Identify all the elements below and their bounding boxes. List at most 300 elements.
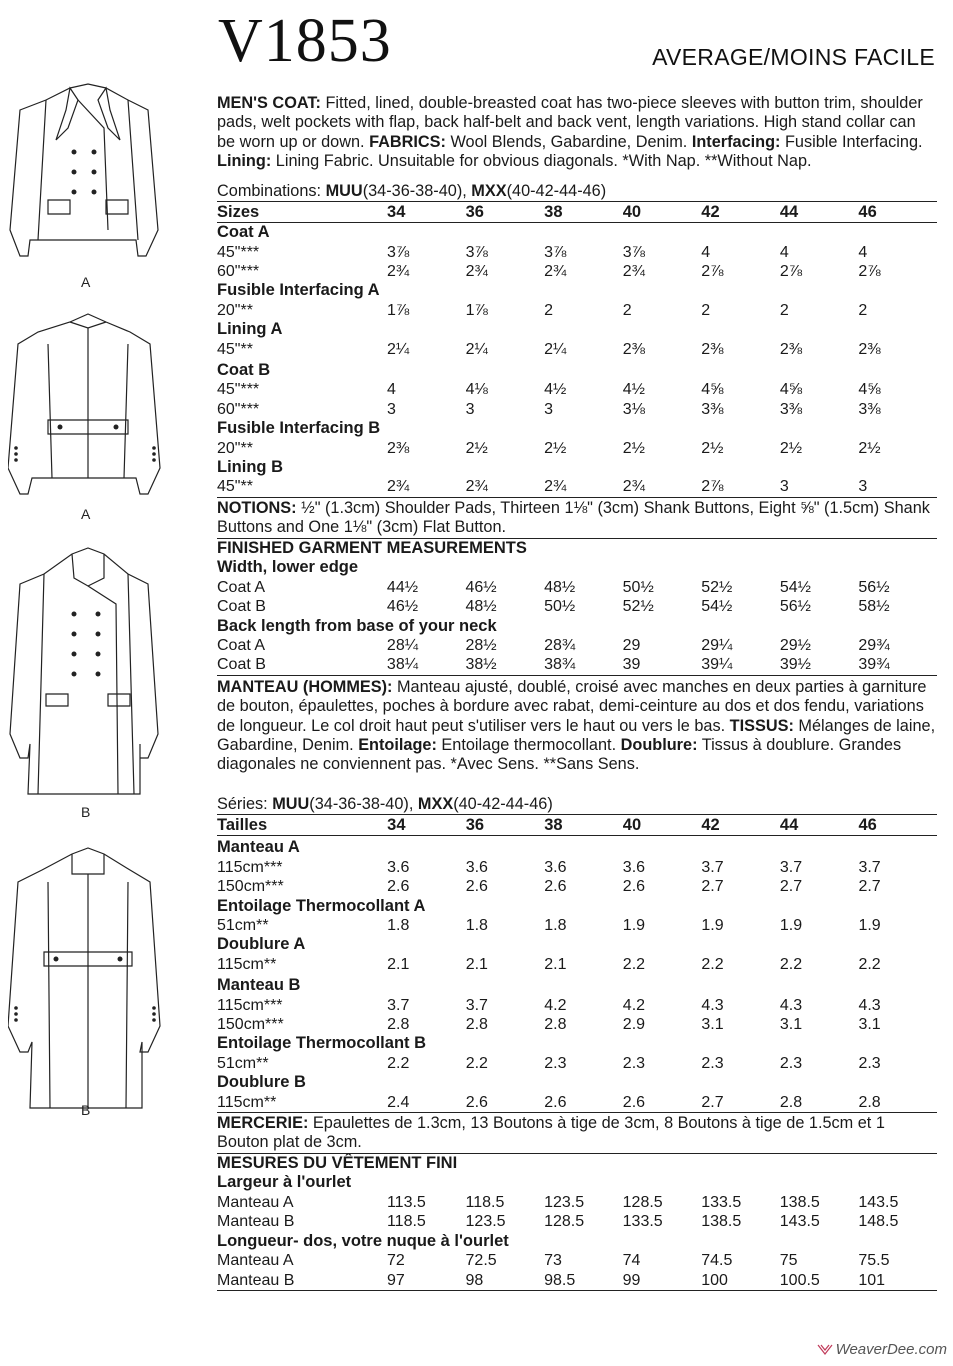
row-label: Manteau A [217,1252,294,1270]
row-label: 45"*** [217,381,260,399]
table-cell: 3 [780,477,859,497]
group-label: Lining A [217,320,283,339]
table-cell: 2.8 [858,1093,937,1113]
table-cell: 74 [622,1252,641,1270]
table-cell: 2.8 [544,1015,567,1033]
table-cell: 2¾ [623,477,702,497]
group-label: Manteau A [217,838,300,857]
table-cell: 1.9 [858,916,881,934]
table-cell: 4 [858,243,868,261]
table-cell: 2.2 [779,955,803,973]
table-cell: 2.6 [466,1093,545,1113]
table-cell: 2.7 [701,1093,780,1113]
group-label: Entoilage Thermocollant A [217,896,426,915]
table-cell: 39¾ [858,655,937,675]
group-row [217,223,937,243]
table-cell: 4.3 [779,996,803,1014]
coat-b-front-sketch [8,544,168,804]
table-cell: 138.5 [779,1193,820,1211]
table-cell: 2¾ [465,262,488,280]
table-cell: 2¾ [387,262,410,280]
view-label: A [81,506,91,522]
table-cell: 58½ [858,598,890,616]
table-cell: 2.8 [387,1015,410,1033]
table-cell: 2 [544,301,554,319]
table-cell: 98 [466,1271,545,1291]
group-label: Lining B [217,458,283,476]
group-label: Doublure A [217,935,306,954]
table-cell: 46½ [465,578,497,596]
table-row [217,380,937,399]
table-cell: 4⅝ [858,381,881,399]
group-row [217,935,937,954]
table-cell: 2.1 [544,955,567,973]
table-cell: 123.5 [544,1193,585,1211]
table-cell: 101 [858,1271,937,1291]
bold-term: MEN'S COAT: [217,94,321,112]
size-header-cell: 46 [858,815,937,836]
table-cell: 3 [858,477,937,497]
table-row [217,1054,937,1073]
table-cell: 133.5 [701,1193,742,1211]
group-row [217,1073,937,1092]
row-label: Coat A [217,578,266,596]
table-cell: 1.8 [544,916,567,934]
table-cell: 38¾ [544,655,623,675]
description-text: Lining Fabric. Unsuitable for obvious diagonals. *With Nap. **Without Nap. [271,152,812,171]
table-row [217,243,937,262]
table-cell: 2¼ [465,340,488,358]
row-label: 60"*** [217,400,260,418]
table-row [217,996,937,1015]
technical-sketches [8,70,168,1160]
table-cell: 2½ [544,439,567,457]
table-cell: 2.7 [701,878,724,896]
table-cell: 2⅞ [858,262,881,280]
english-notions [217,499,937,539]
table-cell: 4⅝ [779,381,803,399]
group-label: Back length from base of your neck [217,616,497,635]
description-text: Fusible Interfacing. [780,132,923,151]
group-label: Entoilage Thermocollant B [217,1034,427,1053]
row-label: 51cm** [217,916,269,934]
table-cell: 75 [779,1252,798,1270]
group-label: Largeur à l'ourlet [217,1173,352,1192]
table-cell: 2.2 [387,1054,410,1072]
row-label: 115cm** [217,1093,387,1113]
table-cell: 123.5 [465,1213,506,1231]
table-cell: 133.5 [622,1213,663,1231]
table-cell: 2 [779,301,789,319]
table-cell: 3.7 [465,996,488,1014]
group-row [217,1232,937,1251]
table-cell: 46½ [386,598,419,616]
table-cell: 3.7 [779,858,803,876]
table-cell: 29¾ [858,636,890,654]
table-cell: 2 [701,301,711,319]
table-cell: 2.3 [779,1054,803,1072]
table-cell: 3.7 [387,996,410,1014]
table-cell: 118.5 [465,1193,505,1211]
table-cell: 2.1 [465,955,488,973]
group-row [217,617,937,636]
description-text: Mélanges de laine, Gabardine, Denim. [217,716,936,754]
table-row [217,858,937,877]
table-cell: 2.2 [701,955,724,973]
table-cell: 3.6 [622,858,646,876]
table-cell: 2.2 [858,955,881,973]
group-label: Fusible Interfacing B [217,419,381,438]
row-label: 20"** [217,439,253,457]
group-row [217,320,937,339]
size-header-cell: 42 [701,815,780,836]
table-cell: 4.2 [544,996,567,1014]
table-cell: 1.9 [701,916,724,934]
group-row [217,281,937,300]
table-cell: 2½ [465,439,488,457]
table-cell: 2¾ [387,477,466,497]
table-cell: 2.2 [622,955,646,973]
table-cell: 3.6 [387,858,410,876]
table-cell: 39 [623,655,702,675]
group-label: Doublure B [217,1073,306,1092]
table-cell: 148.5 [858,1213,899,1231]
table-cell: 2¼ [544,340,567,358]
bold-term: Doublure: [620,735,698,754]
description-text: Wool Blends, Gabardine, Denim. [445,132,692,151]
view-label: A [81,274,91,290]
table-cell: 50½ [622,578,654,596]
notions-text: ½" (1.3cm) Shoulder Pads, Thirteen 1⅛" (3cm) Shank Buttons, Eight ⅝" (1.5cm) Shank Buttons and One 1⅛" (3cm) Flat Button. [217,498,930,536]
size-header-cell: 40 [623,815,702,836]
table-row [217,400,937,419]
row-label: 20"** [217,301,253,319]
row-label: 51cm** [217,1054,269,1072]
table-row [217,655,937,675]
size-header-cell: 38 [544,815,623,836]
table-cell: 44½ [386,578,419,596]
row-label: Manteau B [217,1271,387,1291]
notions-label: MERCERIE: [217,1113,309,1132]
table-cell: 2¾ [544,477,623,497]
table-cell: 28¾ [544,636,576,654]
description-text: Tissus à doublure. Grandes diagonales ne conviennent pas. *Avec Sens. **Sans Sens. [217,735,902,774]
coat-a-back-sketch [8,308,168,498]
table-cell: 2 [858,301,868,319]
table-cell: 2¼ [387,340,410,358]
table-cell: 97 [387,1271,466,1291]
table-cell: 4.2 [622,996,646,1014]
row-label: 115cm** [217,955,277,973]
table-cell: 3.1 [779,1015,803,1033]
english-finished-title: FINISHED GARMENT MEASUREMENTS [217,538,527,557]
table-row [217,1193,937,1212]
table-cell: 4.3 [858,996,881,1014]
table-cell: 4½ [544,381,567,399]
table-cell: 2⅞ [701,477,780,497]
size-header-cell: 36 [466,202,545,223]
table-cell: 29½ [779,636,811,654]
row-label: Coat A [217,636,266,654]
table-cell: 2.6 [623,1093,702,1113]
notions-label: NOTIONS: [217,498,297,517]
view-label: B [81,804,91,820]
table-cell: 2⅞ [701,262,724,280]
size-header-cell: 38 [544,202,623,223]
table-cell: 2.6 [544,878,567,896]
table-row [217,1015,937,1034]
table-cell: 29 [622,636,641,654]
table-cell: 52½ [622,598,654,616]
table-cell: 128.5 [544,1213,585,1231]
table-cell: 2⅜ [779,340,803,358]
bold-term: Lining: [217,152,272,171]
table-cell: 3⅜ [779,400,803,418]
table-cell: 3⅞ [387,243,410,261]
table-cell: 2.6 [465,878,488,896]
table-cell: 39½ [780,655,859,675]
table-cell: 38½ [466,655,545,675]
table-cell: 72 [386,1252,405,1270]
table-row [217,1212,937,1231]
size-header-label: Tailles [217,815,387,836]
group-label: Coat B [217,360,271,379]
table-cell: 4.3 [701,996,724,1014]
row-label: 115cm*** [217,858,283,876]
table-cell: 3.6 [544,858,567,876]
bold-term: Entoilage: [358,735,437,754]
table-cell: 3 [387,400,396,418]
table-cell: 72.5 [465,1252,497,1270]
french-finished-title: MESURES DU VÊTEMENT FINI [217,1153,458,1172]
table-cell: 2.4 [387,1093,466,1113]
table-cell: 143.5 [858,1193,899,1211]
table-cell: 3⅜ [701,400,724,418]
english-combinations: Combinations: MUU(34-36-38-40), MXX(40-42-44-46) [217,181,607,200]
table-row [217,1251,937,1270]
table-row [217,578,937,597]
table-cell: 2⅜ [701,340,724,358]
table-cell: 2⅜ [858,340,881,358]
table-row [217,262,937,281]
table-row [217,1093,937,1113]
table-row [217,301,937,320]
size-header-label: Sizes [217,202,387,223]
table-cell: 1.8 [465,916,488,934]
table-cell: 1.9 [779,916,803,934]
row-label: Manteau B [217,1213,295,1231]
row-label: 115cm*** [217,996,283,1014]
table-cell: 2½ [858,439,881,457]
table-cell: 2.1 [387,955,410,973]
table-cell: 2¾ [544,262,567,280]
table-cell: 39¼ [701,655,780,675]
watermark: WeaverDee.com [817,1341,947,1358]
size-header-cell: 46 [858,202,937,223]
table-cell: 3.7 [701,858,724,876]
difficulty-label: AVERAGE/MOINS FACILE [652,44,935,70]
table-cell: 2⅜ [622,340,645,358]
notions-text: Epaulettes de 1.3cm, 13 Boutons à tige de 3cm, 8 Boutons à tige de 1.5cm et 1 Bouton plat de 3cm. [217,1113,885,1151]
table-cell: 2¾ [466,477,545,497]
size-header-cell: 42 [701,202,780,223]
table-cell: 3⅞ [544,243,567,261]
french-yardage-table [217,814,937,1113]
pattern-info [217,94,937,1291]
group-row [217,1173,937,1192]
table-row [217,439,937,458]
table-cell: 3.6 [465,858,488,876]
table-cell: 2⅞ [779,262,803,280]
table-cell: 138.5 [701,1213,742,1231]
table-cell: 2.9 [622,1015,646,1033]
table-cell: 2.8 [465,1015,488,1033]
table-row [217,955,937,974]
group-row [217,976,937,995]
table-cell: 56½ [779,598,811,616]
size-header-cell: 44 [780,202,859,223]
size-header-cell: 34 [387,815,466,836]
table-cell: 3⅞ [622,243,645,261]
table-row [217,916,937,935]
table-cell: 1.8 [387,916,410,934]
group-label: Coat A [217,223,270,242]
english-yardage-table [217,201,937,498]
table-cell: 3 [544,400,554,418]
view-label: B [81,1102,91,1118]
group-row [217,458,937,477]
table-cell: 1⅞ [465,301,488,319]
description-text: Manteau ajusté, doublé, croisé avec manches en deux parties à garniture de bouton, épaulettes, poches à bordure avec rabat, demi-ceinture au dos et dos fendu, variations de longueur. Le col droit haut peut s'utiliser vers le haut ou vers le bas. [217,677,927,735]
coat-b-back-sketch [8,846,168,1116]
table-cell: 99 [623,1271,702,1291]
table-cell: 4⅝ [701,381,724,399]
french-finished-table [217,1173,937,1290]
table-cell: 2.3 [858,1054,881,1072]
table-cell: 2.6 [387,878,410,896]
table-cell: 143.5 [779,1213,820,1231]
table-cell: 2.7 [858,878,881,896]
table-cell: 2.8 [780,1093,859,1113]
size-header-cell: 44 [780,815,859,836]
row-label: 45"** [217,477,387,497]
table-cell: 38¼ [387,655,466,675]
table-cell: 50½ [544,598,576,616]
size-header-cell: 34 [387,202,466,223]
table-cell: 4⅛ [465,381,488,399]
table-cell: 2.7 [779,878,803,896]
table-cell: 28¼ [386,636,419,654]
table-cell: 113.5 [386,1193,426,1211]
group-row [217,897,937,916]
group-label: Fusible Interfacing A [217,281,380,300]
table-cell: 3⅛ [622,400,645,418]
table-cell: 29¼ [701,636,733,654]
row-label: 45"** [217,340,253,358]
table-cell: 2.3 [544,1054,567,1072]
table-cell: 4½ [622,381,645,399]
table-cell: 54½ [701,598,733,616]
description-text: Entoilage thermocollant. [436,735,621,754]
table-cell: 1.9 [622,916,646,934]
table-cell: 4 [779,243,789,261]
table-cell: 3⅞ [465,243,488,261]
table-row [217,597,937,616]
description-text: Fitted, lined, double-breasted coat has two-piece sleeves with button trim, shoulder pads, welt pockets with flap, back half-belt and back vent, length variations. High stand collar can be worn up or down. [217,94,923,151]
table-cell: 28½ [465,636,497,654]
row-label: 60"*** [217,262,260,280]
row-label: 150cm*** [217,1015,284,1033]
table-cell: 2⅜ [387,439,410,457]
table-row [217,877,937,896]
row-label: Manteau A [217,1193,294,1211]
table-cell: 2.6 [622,878,646,896]
bold-term: TISSUS: [729,716,794,735]
table-cell: 3⅜ [858,400,881,418]
english-finished-table [217,558,937,675]
row-label: Coat B [217,598,266,616]
pattern-number: V1853 [218,7,392,75]
table-cell: 98.5 [544,1271,623,1291]
table-cell: 2.3 [622,1054,646,1072]
table-cell: 56½ [858,578,890,596]
size-header-cell: 40 [623,202,702,223]
table-cell: 128.5 [622,1193,663,1211]
group-row [217,361,937,380]
table-cell: 2½ [701,439,724,457]
table-row [217,636,937,655]
table-cell: 74.5 [701,1252,733,1270]
table-cell: 75.5 [858,1252,890,1270]
group-row [217,838,937,857]
table-cell: 2 [622,301,632,319]
table-cell: 2.2 [465,1054,488,1072]
row-label: 45"*** [217,243,260,261]
size-header-cell: 36 [466,815,545,836]
size-header-row [217,815,937,836]
group-row [217,1034,937,1053]
group-label: Manteau B [217,976,301,995]
french-notions [217,1114,937,1154]
bold-term: MANTEAU (HOMMES): [217,677,393,696]
group-row [217,558,937,577]
table-cell: 52½ [701,578,733,596]
table-row [217,1271,937,1291]
table-cell: 3 [465,400,475,418]
group-label: Longueur- dos, votre nuque à l'ourlet [217,1231,509,1250]
table-row [217,477,937,497]
table-cell: 1⅞ [387,301,410,319]
table-cell: 4 [387,381,396,399]
yarn-logo-icon [817,1343,833,1355]
group-label: Width, lower edge [217,558,359,577]
table-cell: 2.6 [544,1093,623,1113]
row-label: Coat B [217,655,387,675]
table-cell: 2¾ [622,262,645,280]
english-description [217,94,937,172]
table-cell: 100 [701,1271,780,1291]
table-cell: 54½ [779,578,811,596]
table-cell: 3.7 [858,858,881,876]
row-label: 150cm*** [217,878,284,896]
table-cell: 73 [544,1252,562,1270]
table-cell: 100.5 [780,1271,859,1291]
group-row [217,419,937,438]
bold-term: Interfacing: [691,132,781,151]
table-cell: 48½ [544,578,576,596]
table-cell: 3.1 [701,1015,724,1033]
table-row [217,340,937,359]
